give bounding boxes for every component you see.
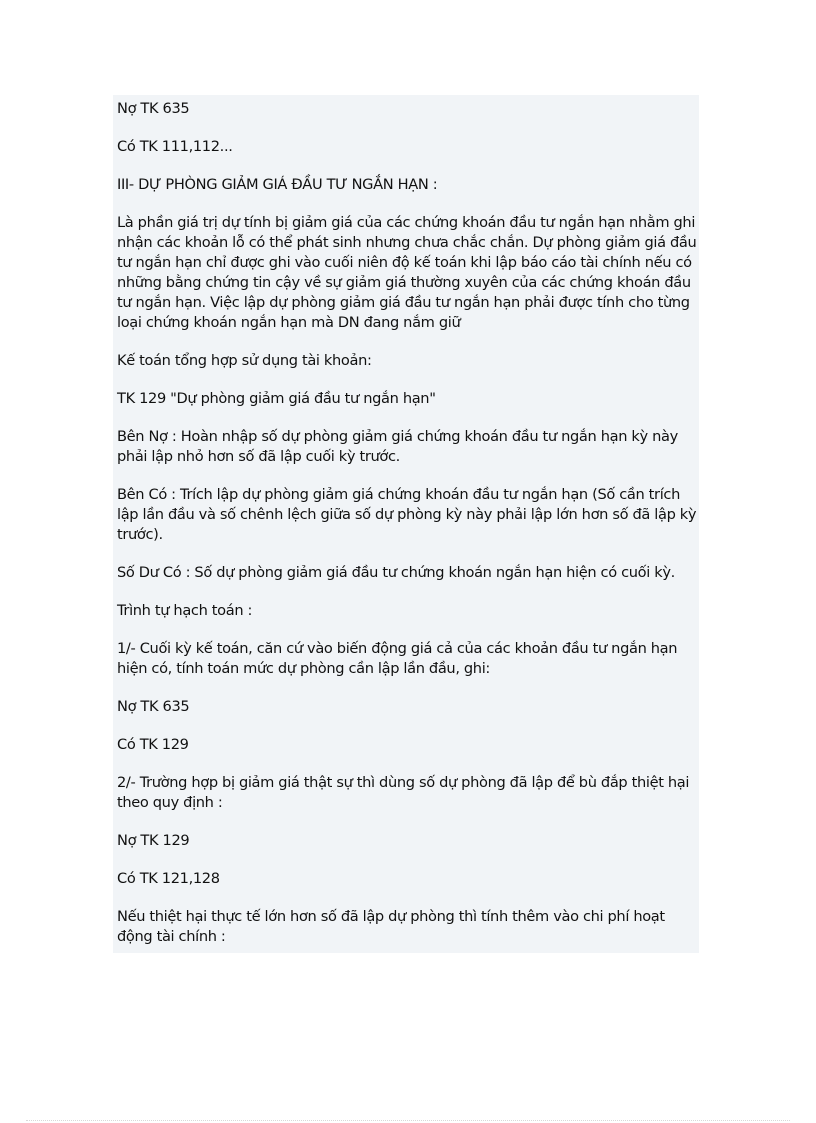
account-129-title: TK 129 "Dự phòng giảm giá đầu tư ngắn hạn" — [117, 390, 436, 407]
entry-credit-121-128: Có TK 121,128 — [117, 870, 220, 887]
entry-debit-635-step1: Nợ TK 635 — [117, 698, 190, 715]
entry-debit-129: Nợ TK 129 — [117, 832, 190, 849]
credit-side-description: Bên Có : Trích lập dự phòng giảm giá chứng khoán đầu tư ngắn hạn (Số cần trích lập lần đầu và số chênh lệch giữa số dự phòng kỳ này phải lập lớn hơn số đã lập kỳ trước). — [117, 486, 697, 543]
account-usage-intro: Kế toán tổng hợp sử dụng tài khoản: — [117, 352, 372, 369]
entry-credit-129: Có TK 129 — [117, 736, 189, 753]
step-2: 2/- Trường hợp bị giảm giá thật sự thì dùng số dự phòng đã lập để bù đắp thiệt hại theo quy định : — [117, 774, 690, 811]
document-body — [113, 95, 699, 953]
debit-side-description: Bên Nợ : Hoàn nhập số dự phòng giảm giá chứng khoán đầu tư ngắn hạn kỳ này phải lập nhỏ hơn số đã lập cuối kỳ trước. — [117, 428, 678, 465]
procedure-heading: Trình tự hạch toán : — [117, 602, 253, 619]
entry-credit-111-112: Có TK 111,112... — [117, 138, 233, 155]
page-bottom-rule — [26, 1120, 790, 1121]
credit-balance-description: Số Dư Có : Số dự phòng giảm giá đầu tư chứng khoán ngắn hạn hiện có cuối kỳ. — [117, 564, 675, 581]
section-heading: III- DỰ PHÒNG GIẢM GIÁ ĐẦU TƯ NGẮN HẠN : — [117, 176, 438, 193]
step-1: 1/- Cuối kỳ kế toán, căn cứ vào biến động giá cả của các khoản đầu tư ngắn hạn hiện có, tính toán mức dự phòng cần lập lần đầu, ghi: — [117, 640, 678, 677]
entry-debit-635: Nợ TK 635 — [117, 100, 190, 117]
definition-paragraph: Là phần giá trị dự tính bị giảm giá của các chứng khoán đầu tư ngắn hạn nhằm ghi nhận các khoản lỗ có thể phát sinh nhưng chưa chắc chắn. Dự phòng giảm giá đầu tư ngắn hạn chỉ được ghi vào cuối niên độ kế toán khi lập báo cáo tài chính nếu có những bằng chứng tin cậy về sự giảm giá thường xuyên của các chứng khoán đầu tư ngắn hạn. Việc lập dự phòng giảm giá đầu tư ngắn hạn phải được tính cho từng loại chứng khoán ngắn hạn mà DN đang nắm giữ — [117, 214, 697, 331]
excess-loss-note: Nếu thiệt hại thực tế lớn hơn số đã lập dự phòng thì tính thêm vào chi phí hoạt động tài chính : — [117, 908, 665, 945]
